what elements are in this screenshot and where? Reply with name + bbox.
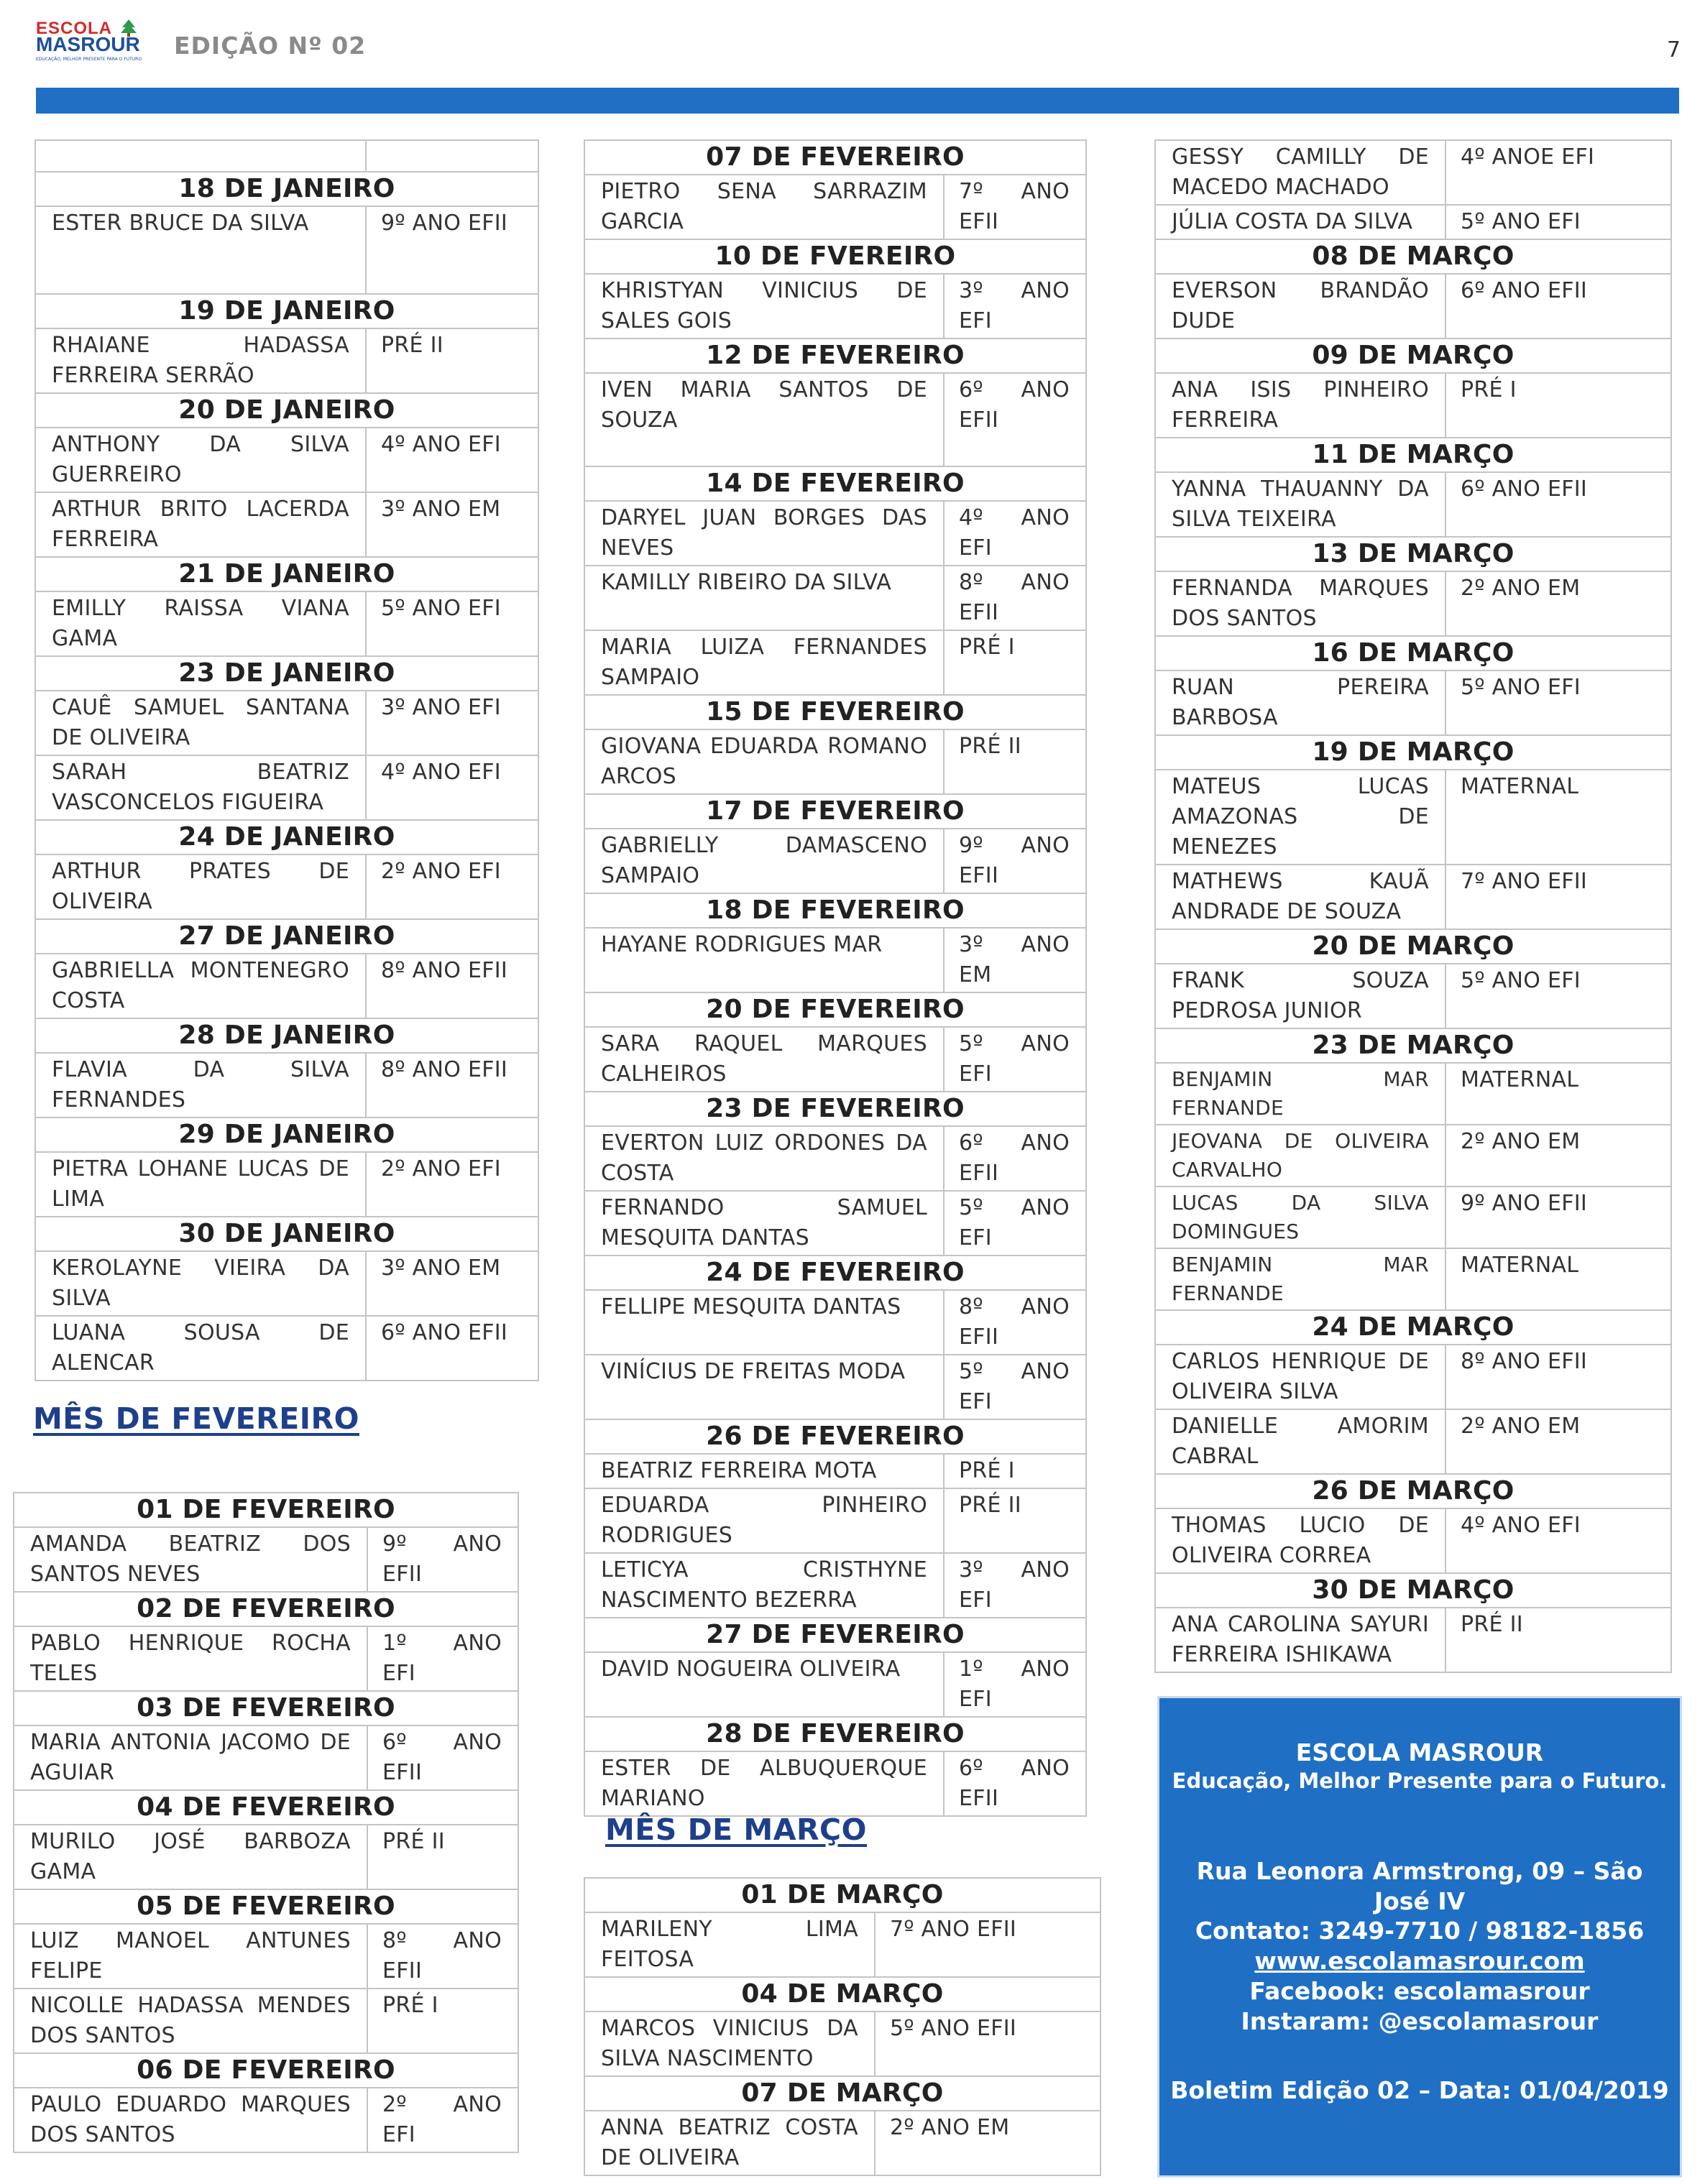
date-row xyxy=(584,1977,1100,2012)
student-grade: 8º ANO EFII xyxy=(366,1053,538,1118)
date-row xyxy=(584,2076,1100,2111)
student-grade: 8º ANO EFII xyxy=(366,954,538,1018)
student-row xyxy=(1155,571,1671,636)
date-row xyxy=(14,1493,518,1527)
student-row xyxy=(1155,1187,1671,1248)
student-grade: MATERNAL xyxy=(1446,1063,1671,1125)
date-row xyxy=(584,1419,1086,1454)
student-name: PIETRO SENA SARRAZIM GARCIA xyxy=(584,175,944,239)
student-name: PIETRA LOHANE LUCAS DE LIMA xyxy=(35,1152,366,1217)
student-grade: 9º ANO EFII xyxy=(367,1527,518,1592)
date-row xyxy=(584,1878,1100,1912)
student-grade: 2º ANO EFI xyxy=(366,1152,538,1217)
student-name: BENJAMIN MAR FERNANDE xyxy=(1155,1063,1446,1125)
student-name: FERNANDA MARQUES DOS SANTOS xyxy=(1155,571,1446,636)
student-grade: 2º ANO EM xyxy=(875,2111,1100,2175)
student-name: DAVID NOGUEIRA OLIVEIRA xyxy=(584,1652,944,1717)
date-heading: 30 DE JANEIRO xyxy=(35,1217,538,1251)
student-row xyxy=(35,691,538,755)
date-heading: 30 DE MARÇO xyxy=(1155,1573,1671,1608)
student-grade: 1º ANO EFI xyxy=(367,1626,518,1691)
date-heading: 23 DE JANEIRO xyxy=(35,656,538,691)
student-grade: 5º ANO EFI xyxy=(944,1355,1086,1419)
student-name: VINÍCIUS DE FREITAS MODA xyxy=(584,1355,944,1419)
date-row xyxy=(1155,735,1671,770)
date-heading: 04 DE MARÇO xyxy=(584,1977,1100,2012)
student-name: PAULO EDUARDO MARQUES DOS SANTOS xyxy=(14,2088,367,2152)
student-row xyxy=(35,492,538,557)
student-row xyxy=(1155,1345,1671,1409)
student-grade: 5º ANO EFI xyxy=(1446,671,1671,735)
student-row xyxy=(584,1027,1086,1092)
date-heading: 24 DE FEVEREIRO xyxy=(584,1255,1086,1290)
student-grade: PRÉ II xyxy=(944,729,1086,794)
student-row xyxy=(1155,671,1671,735)
date-row xyxy=(14,1790,518,1825)
student-grade: 1º ANO EFI xyxy=(944,1652,1086,1717)
date-heading: 01 DE MARÇO xyxy=(584,1878,1100,1912)
date-heading: 18 DE JANEIRO xyxy=(35,172,538,206)
student-row xyxy=(584,1290,1086,1355)
student-grade: 4º ANO EFI xyxy=(1446,1508,1671,1573)
date-row xyxy=(584,893,1086,928)
student-grade: 8º ANO EFII xyxy=(944,566,1086,630)
date-heading: 06 DE FEVEREIRO xyxy=(14,2053,518,2088)
date-row xyxy=(14,1691,518,1725)
student-row xyxy=(1155,1063,1671,1125)
student-name: MARCOS VINICIUS DA SILVA NASCIMENTO xyxy=(584,2012,875,2076)
date-row xyxy=(584,794,1086,829)
date-row xyxy=(35,919,538,954)
date-row xyxy=(1155,1028,1671,1063)
date-row xyxy=(1155,438,1671,472)
student-row xyxy=(584,928,1086,992)
date-heading: 28 DE FEVEREIRO xyxy=(584,1717,1086,1751)
student-row xyxy=(1155,1508,1671,1573)
student-grade: 3º ANO EM xyxy=(366,1251,538,1316)
student-row xyxy=(584,630,1086,695)
date-heading: 15 DE FEVEREIRO xyxy=(584,695,1086,729)
birthday-table-february-1 xyxy=(13,1492,519,2153)
student-grade: 5º ANO EFII xyxy=(875,2012,1100,2076)
student-name: SARAH BEATRIZ VASCONCELOS FIGUEIRA xyxy=(35,755,366,820)
student-row xyxy=(35,954,538,1018)
empty-cell xyxy=(35,140,366,172)
student-row xyxy=(1155,472,1671,537)
student-grade: 5º ANO EFI xyxy=(944,1191,1086,1255)
student-name: GABRIELLY DAMASCENO SAMPAIO xyxy=(584,829,944,893)
date-heading: 04 DE FEVEREIRO xyxy=(14,1790,518,1825)
student-name: EVERSON BRANDÃO DUDE xyxy=(1155,274,1446,338)
student-name: LUIZ MANOEL ANTUNES FELIPE xyxy=(14,1924,367,1989)
date-row xyxy=(584,992,1086,1027)
student-row xyxy=(1155,373,1671,438)
empty-cell xyxy=(366,140,538,172)
student-grade: 9º ANO EFII xyxy=(944,829,1086,893)
student-name: CARLOS HENRIQUE DE OLIVEIRA SILVA xyxy=(1155,1345,1446,1409)
student-grade: 6º ANO EFII xyxy=(944,1126,1086,1191)
student-row xyxy=(584,1126,1086,1191)
date-heading: 20 DE MARÇO xyxy=(1155,929,1671,964)
date-heading: 27 DE FEVEREIRO xyxy=(584,1618,1086,1652)
school-name: ESCOLA MASROUR xyxy=(1295,1738,1544,1766)
student-row xyxy=(1155,140,1671,205)
date-heading: 09 DE MARÇO xyxy=(1155,338,1671,373)
date-row xyxy=(1155,537,1671,571)
student-row xyxy=(1155,205,1671,239)
date-heading: 29 DE JANEIRO xyxy=(35,1118,538,1152)
student-row xyxy=(1155,1608,1671,1672)
student-row xyxy=(35,854,538,919)
student-row xyxy=(584,1454,1086,1488)
student-row xyxy=(35,1251,538,1316)
school-slogan: Educação, Melhor Presente para o Futuro. xyxy=(1172,1769,1668,1793)
student-name: NICOLLE HADASSA MENDES DOS SANTOS xyxy=(14,1989,367,2053)
student-grade: 8º ANO EFII xyxy=(367,1924,518,1989)
student-name: DARYEL JUAN BORGES DAS NEVES xyxy=(584,501,944,566)
student-grade: 2º ANO EFI xyxy=(366,854,538,919)
student-name: LUCAS DA SILVA DOMINGUES xyxy=(1155,1187,1446,1248)
student-grade: 2º ANO EFI xyxy=(367,2088,518,2152)
student-grade: PRÉ I xyxy=(944,630,1086,695)
student-name: LETICYA CRISTHYNE NASCIMENTO BEZERRA xyxy=(584,1553,944,1618)
student-grade: 7º ANO EFII xyxy=(944,175,1086,239)
student-grade: 6º ANO EFII xyxy=(1446,274,1671,338)
student-grade: 4º ANO EFI xyxy=(366,428,538,492)
date-heading: 24 DE MARÇO xyxy=(1155,1310,1671,1345)
date-heading: 02 DE FEVEREIRO xyxy=(14,1592,518,1626)
student-name: SARA RAQUEL MARQUES CALHEIROS xyxy=(584,1027,944,1092)
student-grade: 3º ANO EM xyxy=(944,928,1086,992)
student-name: THOMAS LUCIO DE OLIVEIRA CORREA xyxy=(1155,1508,1446,1573)
date-row xyxy=(584,695,1086,729)
date-heading: 23 DE FEVEREIRO xyxy=(584,1092,1086,1126)
student-name: JEOVANA DE OLIVEIRA CARVALHO xyxy=(1155,1125,1446,1187)
student-name: KHRISTYAN VINICIUS DE SALES GOIS xyxy=(584,274,944,338)
student-row xyxy=(584,1751,1086,1816)
student-grade: 6º ANO EFII xyxy=(944,373,1086,466)
student-name: AMANDA BEATRIZ DOS SANTOS NEVES xyxy=(14,1527,367,1592)
month-title-february: MÊS DE FEVEREIRO xyxy=(33,1401,359,1436)
date-row xyxy=(35,172,538,206)
date-row xyxy=(1155,636,1671,671)
student-grade: 3º ANO EFI xyxy=(366,691,538,755)
student-name: ANTHONY DA SILVA GUERREIRO xyxy=(35,428,366,492)
date-row xyxy=(584,1092,1086,1126)
student-name: FERNANDO SAMUEL MESQUITA DANTAS xyxy=(584,1191,944,1255)
student-grade: PRÉ II xyxy=(367,1825,518,1889)
student-row xyxy=(584,729,1086,794)
date-heading: 19 DE MARÇO xyxy=(1155,735,1671,770)
student-name: MATEUS LUCAS AMAZONAS DE MENEZES xyxy=(1155,770,1446,865)
student-row xyxy=(35,328,538,393)
student-name: BEATRIZ FERREIRA MOTA xyxy=(584,1454,944,1488)
student-name: ANA CAROLINA SAYURI FERREIRA ISHIKAWA xyxy=(1155,1608,1446,1672)
date-row xyxy=(14,1889,518,1924)
student-row xyxy=(584,175,1086,239)
date-row xyxy=(14,1592,518,1626)
student-grade: 5º ANO EFI xyxy=(944,1027,1086,1092)
date-heading: 08 DE MARÇO xyxy=(1155,239,1671,274)
student-row xyxy=(584,274,1086,338)
student-grade: 3º ANO EM xyxy=(366,492,538,557)
date-row xyxy=(1155,1474,1671,1508)
school-logo xyxy=(36,19,162,62)
student-row xyxy=(1155,865,1671,929)
student-row xyxy=(584,1355,1086,1419)
date-heading: 14 DE FEVEREIRO xyxy=(584,466,1086,501)
student-grade: 8º ANO EFII xyxy=(1446,1345,1671,1409)
student-name: RUAN PEREIRA BARBOSA xyxy=(1155,671,1446,735)
school-address: Rua Leonora Armstrong, 09 – São José IV xyxy=(1196,1857,1643,1915)
date-heading: 20 DE JANEIRO xyxy=(35,393,538,428)
student-row xyxy=(14,1989,518,2053)
date-row xyxy=(35,1018,538,1053)
date-row xyxy=(1155,1573,1671,1608)
student-grade: MATERNAL xyxy=(1446,770,1671,865)
student-name: DANIELLE AMORIM CABRAL xyxy=(1155,1409,1446,1474)
student-name: GABRIELLA MONTENEGRO COSTA xyxy=(35,954,366,1018)
student-grade: 5º ANO EFI xyxy=(1446,964,1671,1028)
bulletin-date: Boletim Edição 02 – Data: 01/04/2019 xyxy=(1170,2076,1669,2104)
student-name: FRANK SOUZA PEDROSA JUNIOR xyxy=(1155,964,1446,1028)
date-row xyxy=(35,1217,538,1251)
student-row xyxy=(35,1152,538,1217)
date-heading: 10 DE FVEREIRO xyxy=(584,239,1086,274)
student-name: EMILLY RAISSA VIANA GAMA xyxy=(35,591,366,656)
student-grade: 4º ANO EFI xyxy=(944,501,1086,566)
student-row xyxy=(584,1912,1100,1977)
student-name: ANA ISIS PINHEIRO FERREIRA xyxy=(1155,373,1446,438)
student-row xyxy=(1155,274,1671,338)
student-grade: 6º ANO EFII xyxy=(367,1725,518,1790)
date-row xyxy=(35,820,538,854)
date-heading: 26 DE FEVEREIRO xyxy=(584,1419,1086,1454)
student-row xyxy=(584,1488,1086,1553)
student-name: FELLIPE MESQUITA DANTAS xyxy=(584,1290,944,1355)
student-name: KAMILLY RIBEIRO DA SILVA xyxy=(584,566,944,630)
student-grade: PRÉ II xyxy=(944,1488,1086,1553)
date-row xyxy=(584,338,1086,373)
date-row xyxy=(35,557,538,591)
header-accent-bar xyxy=(36,88,1679,114)
student-name: IVEN MARIA SANTOS DE SOUZA xyxy=(584,373,944,466)
student-row xyxy=(14,2088,518,2152)
student-grade: MATERNAL xyxy=(1446,1248,1671,1310)
date-heading: 21 DE JANEIRO xyxy=(35,557,538,591)
student-row xyxy=(35,591,538,656)
student-grade: 9º ANO EFII xyxy=(366,206,538,294)
student-grade: 7º ANO EFII xyxy=(875,1912,1100,1977)
student-name: MARIA ANTONIA JACOMO DE AGUIAR xyxy=(14,1725,367,1790)
student-grade: 3º ANO EFI xyxy=(944,274,1086,338)
student-grade: PRÉ I xyxy=(1446,373,1671,438)
date-heading: 13 DE MARÇO xyxy=(1155,537,1671,571)
date-row xyxy=(35,656,538,691)
date-heading: 03 DE FEVEREIRO xyxy=(14,1691,518,1725)
school-facebook: Facebook: escolamasrour xyxy=(1249,1977,1590,2005)
student-grade: PRÉ II xyxy=(1446,1608,1671,1672)
student-grade: 4º ANO EFI xyxy=(366,755,538,820)
student-name: RHAIANE HADASSA FERREIRA SERRÃO xyxy=(35,328,366,393)
birthday-table-february-2 xyxy=(584,139,1087,1817)
student-grade: PRÉ II xyxy=(366,328,538,393)
student-row xyxy=(35,206,538,294)
student-grade: 7º ANO EFII xyxy=(1446,865,1671,929)
student-grade: 6º ANO EFII xyxy=(944,1751,1086,1816)
date-heading: 07 DE FEVEREIRO xyxy=(584,140,1086,175)
student-row xyxy=(35,1316,538,1381)
page-number: 7 xyxy=(1666,37,1681,63)
date-row xyxy=(584,140,1086,175)
date-heading: 01 DE FEVEREIRO xyxy=(14,1493,518,1527)
logo-line1: ESCOLA xyxy=(36,19,113,38)
birthday-table-january xyxy=(35,139,539,1381)
date-heading: 12 DE FEVEREIRO xyxy=(584,338,1086,373)
student-row xyxy=(584,1652,1086,1717)
student-grade: 2º ANO EM xyxy=(1446,571,1671,636)
date-row xyxy=(584,1618,1086,1652)
student-name: ESTER BRUCE DA SILVA xyxy=(35,206,366,294)
student-name: ANNA BEATRIZ COSTA DE OLIVEIRA xyxy=(584,2111,875,2175)
date-heading: 18 DE FEVEREIRO xyxy=(584,893,1086,928)
student-row xyxy=(1155,1409,1671,1474)
student-row xyxy=(584,829,1086,893)
student-grade: 5º ANO EFI xyxy=(1446,205,1671,239)
student-name: GIOVANA EDUARDA ROMANO ARCOS xyxy=(584,729,944,794)
student-row xyxy=(584,1553,1086,1618)
date-row xyxy=(35,294,538,328)
date-heading: 20 DE FEVEREIRO xyxy=(584,992,1086,1027)
student-name: EVERTON LUIZ ORDONES DA COSTA xyxy=(584,1126,944,1191)
student-row xyxy=(35,755,538,820)
student-grade: 3º ANO EFI xyxy=(944,1553,1086,1618)
date-heading: 11 DE MARÇO xyxy=(1155,438,1671,472)
date-heading: 05 DE FEVEREIRO xyxy=(14,1889,518,1924)
student-grade: 8º ANO EFII xyxy=(944,1290,1086,1355)
date-heading: 19 DE JANEIRO xyxy=(35,294,538,328)
student-row xyxy=(1155,1125,1671,1187)
date-row xyxy=(1155,1310,1671,1345)
student-name: HAYANE RODRIGUES MAR xyxy=(584,928,944,992)
date-heading: 16 DE MARÇO xyxy=(1155,636,1671,671)
student-row xyxy=(584,1191,1086,1255)
student-row xyxy=(584,373,1086,466)
student-row xyxy=(584,2012,1100,2076)
date-heading: 07 DE MARÇO xyxy=(584,2076,1100,2111)
student-grade: PRÉ I xyxy=(944,1454,1086,1488)
student-row xyxy=(584,501,1086,566)
student-grade: 9º ANO EFII xyxy=(1446,1187,1671,1248)
student-name: FLAVIA DA SILVA FERNANDES xyxy=(35,1053,366,1118)
student-row xyxy=(584,2111,1100,2175)
date-row xyxy=(35,1118,538,1152)
student-row xyxy=(35,1053,538,1118)
date-row xyxy=(14,2053,518,2088)
student-name: ARTHUR PRATES DE OLIVEIRA xyxy=(35,854,366,919)
student-row xyxy=(14,1626,518,1691)
date-heading: 27 DE JANEIRO xyxy=(35,919,538,954)
student-row xyxy=(1155,770,1671,865)
student-name: MURILO JOSÉ BARBOZA GAMA xyxy=(14,1825,367,1889)
date-heading: 17 DE FEVEREIRO xyxy=(584,794,1086,829)
date-row xyxy=(584,1717,1086,1751)
student-name: ARTHUR BRITO LACERDA FERREIRA xyxy=(35,492,366,557)
student-grade: 2º ANO EM xyxy=(1446,1409,1671,1474)
student-grade: 5º ANO EFI xyxy=(366,591,538,656)
student-grade: 6º ANO EFII xyxy=(366,1316,538,1381)
date-row xyxy=(1155,239,1671,274)
student-name: EDUARDA PINHEIRO RODRIGUES xyxy=(584,1488,944,1553)
date-heading: 23 DE MARÇO xyxy=(1155,1028,1671,1063)
student-name: BENJAMIN MAR FERNANDE xyxy=(1155,1248,1446,1310)
student-name: KEROLAYNE VIEIRA DA SILVA xyxy=(35,1251,366,1316)
birthday-table-march-2 xyxy=(1154,139,1672,1673)
student-name: MARIA LUIZA FERNANDES SAMPAIO xyxy=(584,630,944,695)
student-name: PABLO HENRIQUE ROCHA TELES xyxy=(14,1626,367,1691)
logo-tagline: EDUCAÇÃO, MELHOR PRESENTE PARA O FUTURO xyxy=(36,57,142,62)
school-info-box xyxy=(1157,1696,1682,2178)
school-instagram: Instaram: @escolamasrour xyxy=(1241,2007,1599,2035)
student-name: ESTER DE ALBUQUERQUE MARIANO xyxy=(584,1751,944,1816)
student-row xyxy=(584,566,1086,630)
edition-label: EDIÇÃO Nº 02 xyxy=(174,32,367,60)
date-heading: 26 DE MARÇO xyxy=(1155,1474,1671,1508)
student-row xyxy=(14,1924,518,1989)
birthday-table-march-1 xyxy=(584,1877,1101,2176)
student-grade: 6º ANO EFII xyxy=(1446,472,1671,537)
month-title-march: MÊS DE MARÇO xyxy=(605,1812,867,1847)
student-name: GESSY CAMILLY DE MACEDO MACHADO xyxy=(1155,140,1446,205)
date-row xyxy=(584,466,1086,501)
student-grade: 2º ANO EM xyxy=(1446,1125,1671,1187)
student-row xyxy=(14,1527,518,1592)
student-name: JÚLIA COSTA DA SILVA xyxy=(1155,205,1446,239)
date-heading: 24 DE JANEIRO xyxy=(35,820,538,854)
student-name: CAUÊ SAMUEL SANTANA DE OLIVEIRA xyxy=(35,691,366,755)
student-row xyxy=(35,428,538,492)
student-name: LUANA SOUSA DE ALENCAR xyxy=(35,1316,366,1381)
student-name: YANNA THAUANNY DA SILVA TEIXEIRA xyxy=(1155,472,1446,537)
student-name: MARILENY LIMA FEITOSA xyxy=(584,1912,875,1977)
school-contact: Contato: 3249-7710 / 98182-1856 xyxy=(1195,1917,1645,1945)
school-website-link[interactable]: www.escolamasrour.com xyxy=(1254,1947,1585,1975)
date-heading: 28 DE JANEIRO xyxy=(35,1018,538,1053)
date-row xyxy=(584,1255,1086,1290)
date-row xyxy=(35,393,538,428)
student-grade: PRÉ I xyxy=(367,1989,518,2053)
student-row xyxy=(14,1725,518,1790)
date-row xyxy=(1155,929,1671,964)
logo-line2: MASROUR xyxy=(36,33,140,55)
student-name: MATHEWS KAUÃ ANDRADE DE SOUZA xyxy=(1155,865,1446,929)
student-row xyxy=(1155,1248,1671,1310)
date-row xyxy=(584,239,1086,274)
date-row xyxy=(1155,338,1671,373)
empty-row xyxy=(35,140,538,172)
student-row xyxy=(1155,964,1671,1028)
student-grade: 4º ANOE EFI xyxy=(1446,140,1671,205)
student-row xyxy=(14,1825,518,1889)
